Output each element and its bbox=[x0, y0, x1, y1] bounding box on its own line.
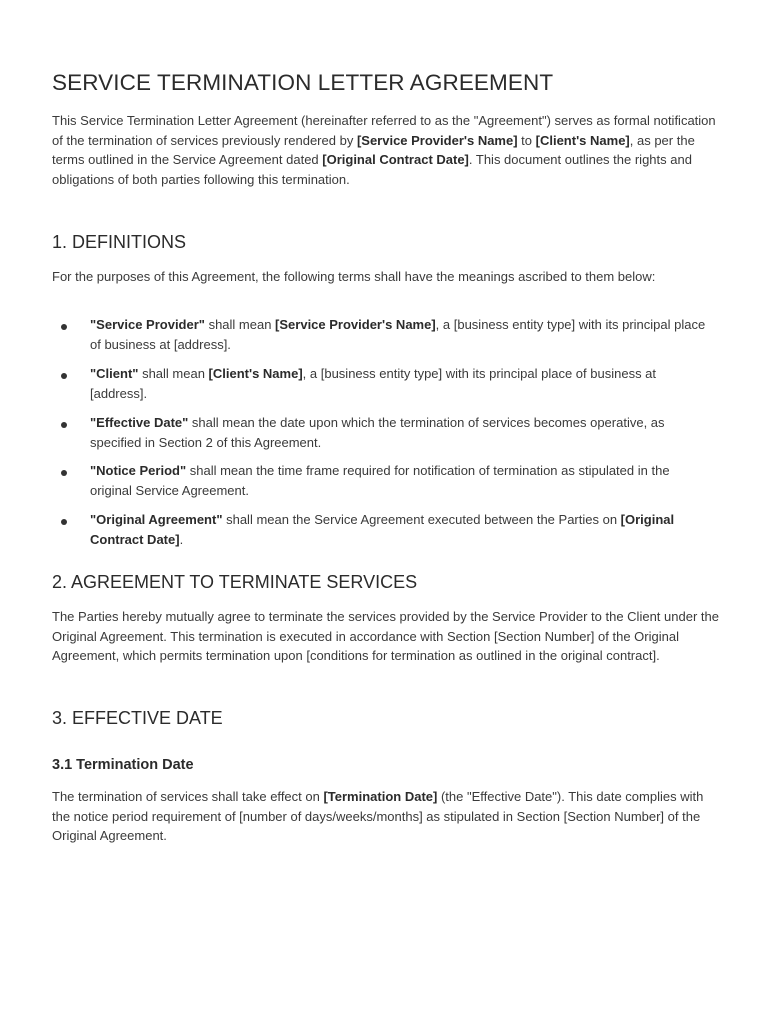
definition-item-notice-period bbox=[90, 461, 715, 500]
definition-text: shall mean bbox=[138, 366, 209, 381]
subsection-heading-termination-date: 3.1 Termination Date bbox=[52, 757, 194, 773]
definition-item-original-agreement bbox=[90, 510, 715, 549]
intro-text: . This document outlines the rights and obligations of both parties following this termination. bbox=[52, 152, 692, 187]
placeholder-service-provider-name: [Service Provider's Name] bbox=[356, 132, 518, 148]
definition-item-effective-date bbox=[90, 413, 715, 452]
section-heading-effective-date: 3. EFFECTIVE DATE bbox=[52, 708, 223, 728]
intro-text: , as per the terms outlined in the Service Agreement dated bbox=[52, 132, 695, 167]
intro-paragraph bbox=[52, 111, 722, 189]
section-heading-agreement: 2. AGREEMENT TO TERMINATE SERVICES bbox=[52, 572, 418, 592]
intro-text: This Service Termination Letter Agreement (hereinafter referred to as the "Agreement") serves as formal notification of the termination of services previously rendered by bbox=[52, 113, 716, 148]
definition-text: shall mean the Service Agreement executed between the Parties on bbox=[222, 512, 621, 527]
section-heading-definitions: 1. DEFINITIONS bbox=[52, 232, 187, 252]
placeholder-original-contract-date: [Original Contract Date] bbox=[322, 152, 469, 167]
bullet-icon bbox=[61, 470, 67, 476]
definition-placeholder: [Service Provider's Name] bbox=[275, 317, 436, 332]
intro-text: to bbox=[517, 132, 536, 148]
placeholder-termination-date: [Termination Date] bbox=[323, 789, 438, 804]
agreement-paragraph: The Parties hereby mutually agree to terminate the services provided by the Service Provider to the Client under the Original Agreement. This termination is executed in accordance with Section [Section Number] of the Original Agreement, which permits termination upon [conditions for termination as outlined in the original contract]. bbox=[52, 609, 719, 663]
termination-text: (the "Effective Date"). This date complies with the notice period requirement of [number of days/weeks/months] as stipulated in Section [Section Number] of the Original Agreement. bbox=[52, 789, 704, 843]
definition-placeholder: [Client's Name] bbox=[208, 366, 303, 381]
definition-item-client bbox=[90, 364, 715, 403]
definition-term: "Client" bbox=[90, 366, 139, 381]
placeholder-client-name: [Client's Name] bbox=[535, 132, 630, 148]
document-title: SERVICE TERMINATION LETTER AGREEMENT bbox=[52, 70, 554, 95]
bullet-icon bbox=[61, 519, 67, 525]
definition-text: shall mean bbox=[204, 317, 276, 332]
definition-term: "Service Provider" bbox=[90, 317, 205, 332]
definitions-intro: For the purposes of this Agreement, the following terms shall have the meanings ascribed to them below: bbox=[52, 269, 656, 284]
bullet-icon bbox=[61, 373, 67, 379]
bullet-icon bbox=[61, 324, 67, 330]
definition-placeholder: [Original Contract Date] bbox=[90, 512, 675, 547]
definition-term: "Original Agreement" bbox=[90, 512, 223, 527]
termination-date-paragraph bbox=[52, 787, 722, 846]
termination-text: The termination of services shall take effect on bbox=[52, 789, 324, 804]
definition-term: "Notice Period" bbox=[90, 463, 187, 478]
definition-text: , a [business entity type] with its principal place of business at [address]. bbox=[90, 366, 657, 401]
definition-text: shall mean the date upon which the termination of services becomes operative, as specified in Section 2 of this Agreement. bbox=[90, 415, 665, 450]
definition-term: "Effective Date" bbox=[90, 415, 189, 430]
definition-text: , a [business entity type] with its principal place of business at [address]. bbox=[90, 317, 706, 352]
definition-item-service-provider bbox=[90, 315, 715, 354]
definition-text: shall mean the time frame required for notification of termination as stipulated in the original Service Agreement. bbox=[90, 463, 670, 498]
bullet-icon bbox=[61, 422, 67, 428]
definition-text: . bbox=[179, 531, 184, 547]
